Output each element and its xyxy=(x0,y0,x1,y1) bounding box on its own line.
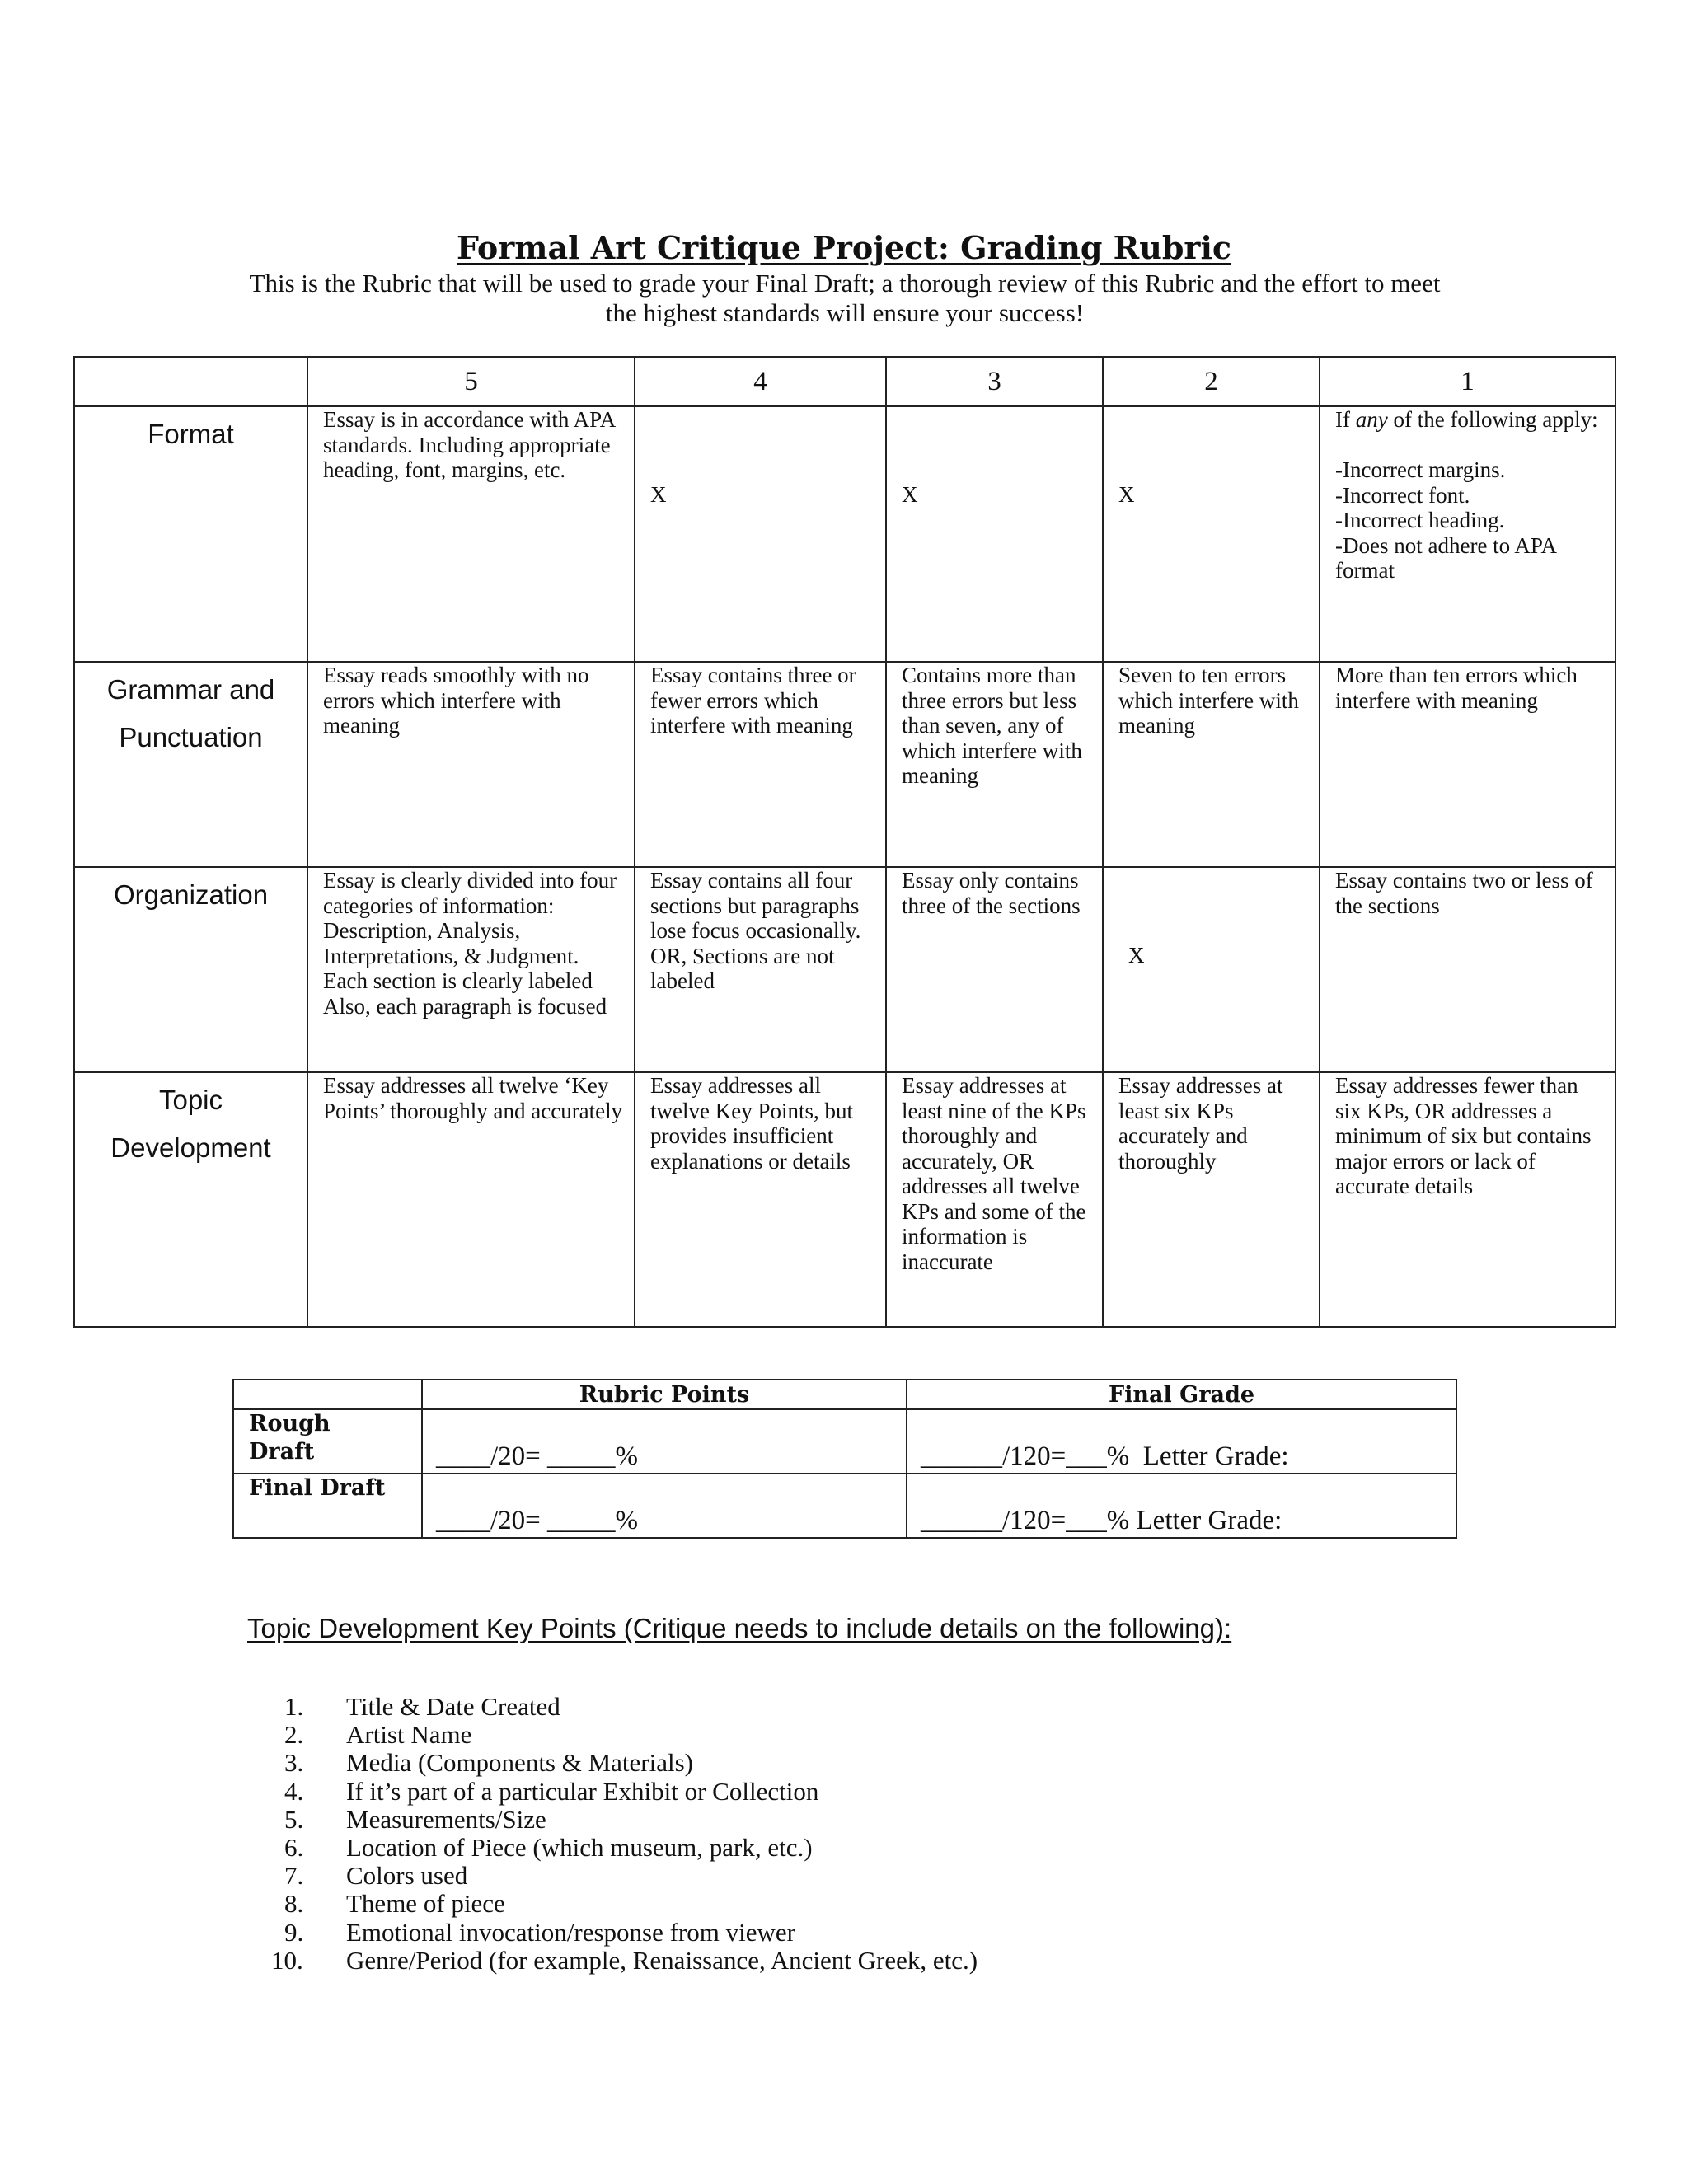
rubric-row-topic-development xyxy=(74,1072,1615,1327)
key-point-text: Measurements/Size xyxy=(346,1804,546,1834)
rubric-row-organization xyxy=(74,867,1615,1072)
key-point-number: 4. xyxy=(284,1776,304,1806)
rubric-header-cell: 1 xyxy=(1320,357,1615,406)
key-point-text: Artist Name xyxy=(346,1720,472,1750)
rubric-cell xyxy=(1103,406,1320,662)
key-point-item xyxy=(284,1693,978,1721)
rubric-points-header: Rubric Points xyxy=(422,1380,907,1409)
rubric-cell: Essay addresses at least six KPs accurately and thoroughly xyxy=(1103,1072,1320,1327)
rubric-cell xyxy=(635,406,886,662)
rubric-row-grammar xyxy=(74,662,1615,867)
rubric-cell: Essay only contains three of the sections xyxy=(886,867,1103,1072)
score-row-label: Final Draft xyxy=(233,1474,422,1538)
rubric-cell: Essay reads smoothly with no errors which interfere with meaning xyxy=(307,662,635,867)
key-point-item xyxy=(284,1919,978,1947)
final-grade-header: Final Grade xyxy=(907,1380,1456,1409)
key-point-number: 3. xyxy=(284,1748,304,1778)
final-grade-field: ______/120=___% Letter Grade: xyxy=(907,1409,1456,1474)
rubric-row-label: Grammar and Punctuation xyxy=(74,662,307,867)
score-row-rough-draft xyxy=(233,1409,1456,1474)
rubric-header-cell: 4 xyxy=(635,357,886,406)
format-error-list: -Incorrect margins. -Incorrect font. -Incorrect heading. -Does not adhere to APA format xyxy=(1335,457,1556,583)
rubric-cell: Essay is in accordance with APA standards. Including appropriate heading, font, margins, etc. xyxy=(307,406,635,662)
key-point-number: 1. xyxy=(284,1692,304,1721)
x-mark: X xyxy=(650,482,667,507)
key-point-item xyxy=(284,1806,978,1834)
key-point-number: 2. xyxy=(284,1720,304,1750)
rubric-cell: Essay addresses at least nine of the KPs thoroughly and accurately, OR addresses all twelve KPs and some of the information is inaccurate xyxy=(886,1072,1103,1327)
rubric-cell: Seven to ten errors which interfere with meaning xyxy=(1103,662,1320,867)
x-mark: X xyxy=(902,482,918,507)
x-mark: X xyxy=(1118,482,1135,507)
key-point-item xyxy=(284,1890,978,1918)
rubric-points-field: ____/20= _____% xyxy=(422,1474,907,1538)
rubric-header-cell xyxy=(74,357,307,406)
rubric-points-field: ____/20= _____% xyxy=(422,1409,907,1474)
key-point-text: Title & Date Created xyxy=(346,1692,560,1721)
key-point-number: 6. xyxy=(284,1833,304,1863)
key-points-list xyxy=(271,1692,978,1975)
key-point-item xyxy=(284,1721,978,1749)
rubric-cell: More than ten errors which interfere with meaning xyxy=(1320,662,1615,867)
key-point-number: 8. xyxy=(284,1889,304,1919)
rubric-cell: Essay addresses all twelve ‘Key Points’ thoroughly and accurately xyxy=(307,1072,635,1327)
key-point-number: 10. xyxy=(271,1945,303,1975)
rubric-cell: Essay is clearly divided into four categories of information: Description, Analysis, Interpretations, & Judgment. Each section is clearly labeled Also, each paragraph is focused xyxy=(307,867,635,1072)
format-any-intro: If any of the following apply: xyxy=(1335,407,1598,432)
rubric-row-label: Organization xyxy=(74,867,307,1072)
rubric-header-cell: 5 xyxy=(307,357,635,406)
rubric-row-label: Topic Development xyxy=(74,1072,307,1327)
rubric-cell: Essay addresses fewer than six KPs, OR addresses a minimum of six but contains major errors or lack of accurate details xyxy=(1320,1072,1615,1327)
rubric-cell: Essay contains two or less of the sections xyxy=(1320,867,1615,1072)
key-point-item xyxy=(284,1834,978,1862)
document-title: Formal Art Critique Project: Grading Rubric xyxy=(456,229,1232,266)
key-point-text: Media (Components & Materials) xyxy=(346,1748,693,1778)
rubric-header-cell: 2 xyxy=(1103,357,1320,406)
rubric-header-row xyxy=(74,357,1615,406)
key-point-number: 9. xyxy=(284,1917,304,1947)
key-point-text: If it’s part of a particular Exhibit or Collection xyxy=(346,1776,819,1806)
key-point-item xyxy=(284,1749,978,1777)
rubric-cell: Contains more than three errors but less than seven, any of which interfere with meaning xyxy=(886,662,1103,867)
rubric-cell xyxy=(1320,406,1615,662)
key-points-heading: Topic Development Key Points (Critique needs to include details on the following): xyxy=(247,1613,1232,1643)
rubric-cell: Essay addresses all twelve Key Points, but provides insufficient explanations or details xyxy=(635,1072,886,1327)
rubric-row-format xyxy=(74,406,1615,662)
key-point-text: Emotional invocation/response from viewer xyxy=(346,1917,795,1947)
rubric-cell xyxy=(886,406,1103,662)
key-point-text: Location of Piece (which museum, park, etc.) xyxy=(346,1833,813,1863)
key-point-text: Colors used xyxy=(346,1861,468,1891)
grading-rubric-table xyxy=(73,356,1616,1328)
key-point-item xyxy=(284,1778,978,1806)
key-point-text: Theme of piece xyxy=(346,1889,505,1919)
score-header-row xyxy=(233,1380,1456,1409)
key-point-number: 5. xyxy=(284,1804,304,1834)
score-header-cell xyxy=(233,1380,422,1409)
rubric-cell: Essay contains three or fewer errors which interfere with meaning xyxy=(635,662,886,867)
key-point-text: Genre/Period (for example, Renaissance, Ancient Greek, etc.) xyxy=(346,1945,978,1975)
final-grade-field: ______/120=___% Letter Grade: xyxy=(907,1474,1456,1538)
key-point-number: 7. xyxy=(284,1861,304,1891)
key-point-item xyxy=(284,1862,978,1890)
rubric-row-label: Format xyxy=(74,406,307,662)
document-subtitle: This is the Rubric that will be used to grade your Final Draft; a thorough review of this Rubric and the effort to meet the highest standards will ensure your success! xyxy=(249,269,1441,327)
rubric-header-cell: 3 xyxy=(886,357,1103,406)
score-table xyxy=(232,1379,1457,1539)
x-mark: X xyxy=(1128,943,1145,968)
rubric-cell: Essay contains all four sections but paragraphs lose focus occasionally. OR, Sections are not labeled xyxy=(635,867,886,1072)
score-row-label: Rough Draft xyxy=(233,1409,422,1474)
rubric-cell xyxy=(1103,867,1320,1072)
key-point-item xyxy=(271,1945,978,1975)
score-row-final-draft xyxy=(233,1474,1456,1538)
